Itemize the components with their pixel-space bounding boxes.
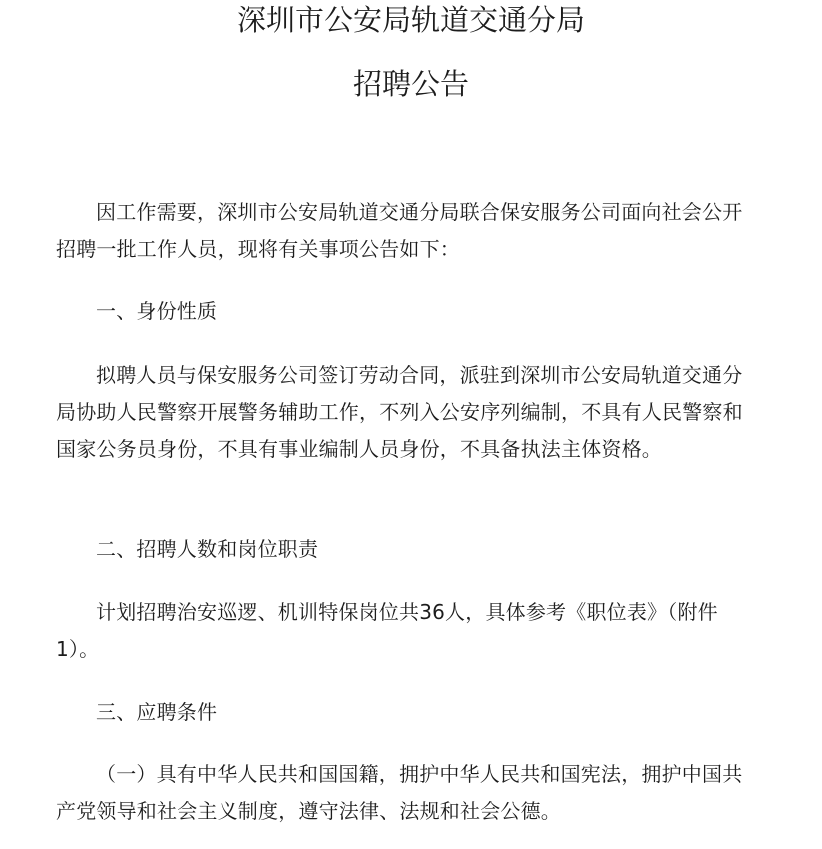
section-1-heading: 一、身份性质 [96, 299, 218, 323]
section-2-heading: 二、招聘人数和岗位职责 [96, 537, 319, 561]
section-1-body: 拟聘人员与保安服务公司签订劳动合同，派驻到深圳市公安局轨道交通分局协助人民警察开展警务辅助工作，不列入公安序列编制，不具有人民警察和国家公务员身份，不具有事业编制人员身份，不具备执法主体资格。 [56, 363, 743, 461]
intro-paragraph: 因工作需要，深圳市公安局轨道交通分局联合保安服务公司面向社会公开招聘一批工作人员，现将有关事项公告如下： [56, 200, 743, 261]
document-title: 深圳市公安局轨道交通分局 [236, 3, 585, 37]
section-3-item-1: （一）具有中华人民共和国国籍，拥护中华人民共和国宪法，拥护中国共产党领导和社会主义制度，遵守法律、法规和社会公德。 [56, 762, 743, 823]
document-subtitle: 招聘公告 [352, 67, 469, 101]
section-3-heading: 三、应聘条件 [96, 700, 218, 724]
section-2-body: 计划招聘治安巡逻、机训特保岗位共36人，具体参考《职位表》（附件1）。 [56, 600, 718, 661]
